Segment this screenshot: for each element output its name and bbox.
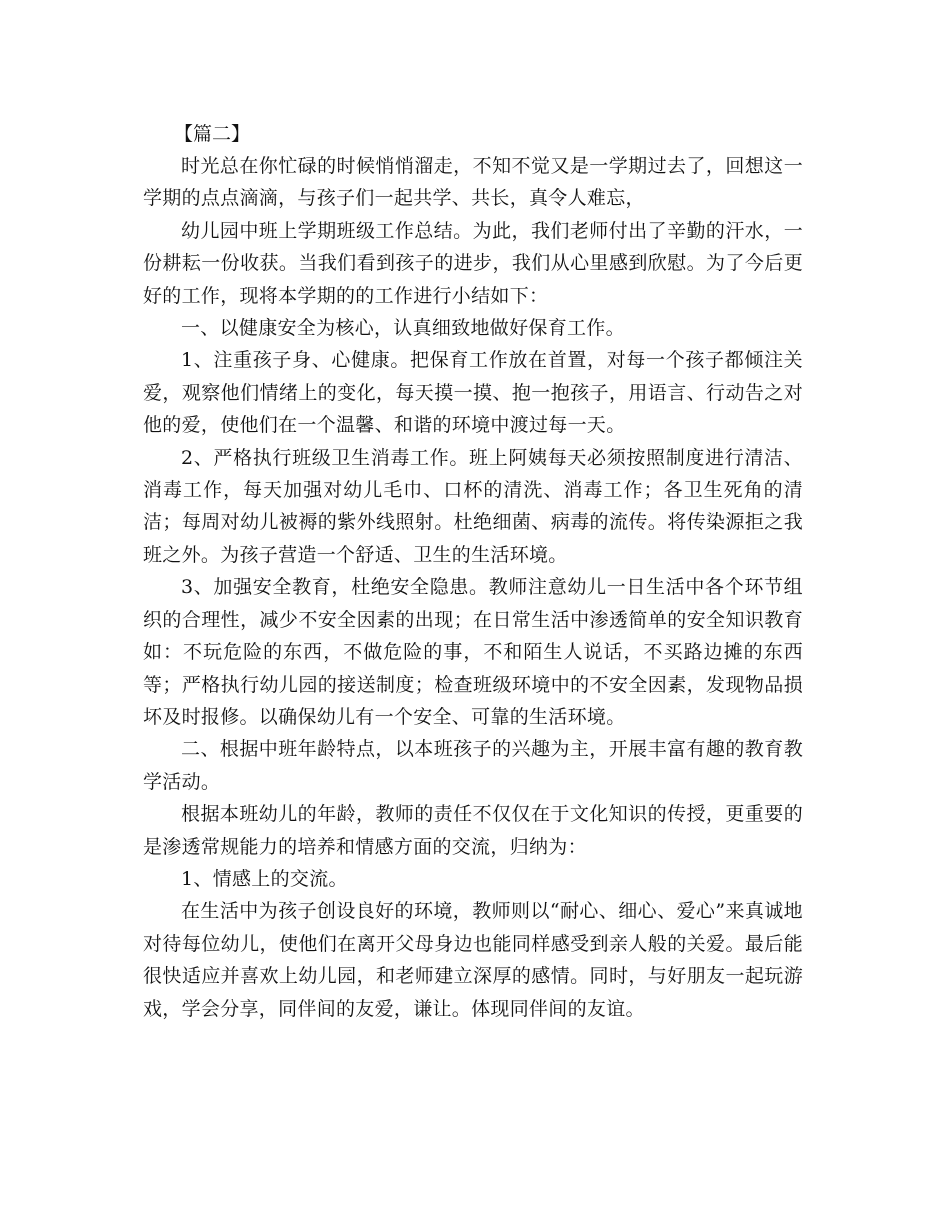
paragraph-hygiene: 2、严格执行班级卫生消毒工作。班上阿姨每天必须按照制度进行清洁、消毒工作，每天加强对幼儿毛巾、口杯的清洗、消毒工作；各卫生死角的清洁；每周对幼儿被褥的紫外线照射。杜绝细菌、病毒的流传。将传染源拒之我班之外。为孩子营造一个舒适、卫生的生活环境。: [143, 446, 803, 566]
section-title-teaching: 二、根据中班年龄特点，以本班孩子的兴趣为主，开展丰富有趣的教育教学活动。: [143, 738, 803, 793]
paragraph-intro: 时光总在你忙碌的时候悄悄溜走，不知不觉又是一学期过去了，回想这一学期的点点滴滴，与孩子们一起共学、共长，真令人难忘，: [143, 155, 803, 210]
subsection-title-emotional: 1、情感上的交流。: [181, 867, 348, 890]
paragraph-summary-purpose: 幼儿园中班上学期班级工作总结。为此，我们老师付出了辛勤的汗水，一份耕耘一份收获。当我们看到孩子的进步，我们从心里感到欣慰。为了今后更好的工作，现将本学期的的工作进行小结如下：: [143, 219, 803, 307]
paragraph-teacher-role: 根据本班幼儿的年龄，教师的责任不仅仅在于文化知识的传授，更重要的是渗透常规能力的培养和情感方面的交流，归纳为：: [143, 803, 803, 858]
document-body: [143, 118, 803, 1025]
section-heading: 【篇二】: [174, 123, 251, 145]
paragraph-emotional-exchange: 在生活中为孩子创设良好的环境，教师则以“耐心、细心、爱心”来真诚地对待每位幼儿，使他们在离开父母身边也能同样感受到亲人般的关爱。最后能很快适应并喜欢上幼儿园，和老师建立深厚的感情。同时，与好朋友一起玩游戏，学会分享，同伴间的友爱，谦让。体现同伴间的友谊。: [143, 900, 803, 1020]
paragraph-safety-education: 3、加强安全教育，杜绝安全隐患。教师注意幼儿一日生活中各个环节组织的合理性，减少不安全因素的出现；在日常生活中渗透简单的安全知识教育如：不玩危险的东西，不做危险的事，不和陌生人说话，不买路边摊的东西等；严格执行幼儿园的接送制度；检查班级环境中的不安全因素，发现物品损坏及时报修。以确保幼儿有一个安全、可靠的生活环境。: [143, 576, 803, 728]
section-title-health-safety: 一、以健康安全为核心，认真细致地做好保育工作。: [181, 317, 625, 340]
paragraph-health-care: 1、注重孩子身、心健康。把保育工作放在首置，对每一个孩子都倾注关爱，观察他们情绪上的变化，每天摸一摸、抱一抱孩子，用语言、行动告之对他的爱，使他们在一个温馨、和谐的环境中渡过每一天。: [143, 349, 803, 437]
